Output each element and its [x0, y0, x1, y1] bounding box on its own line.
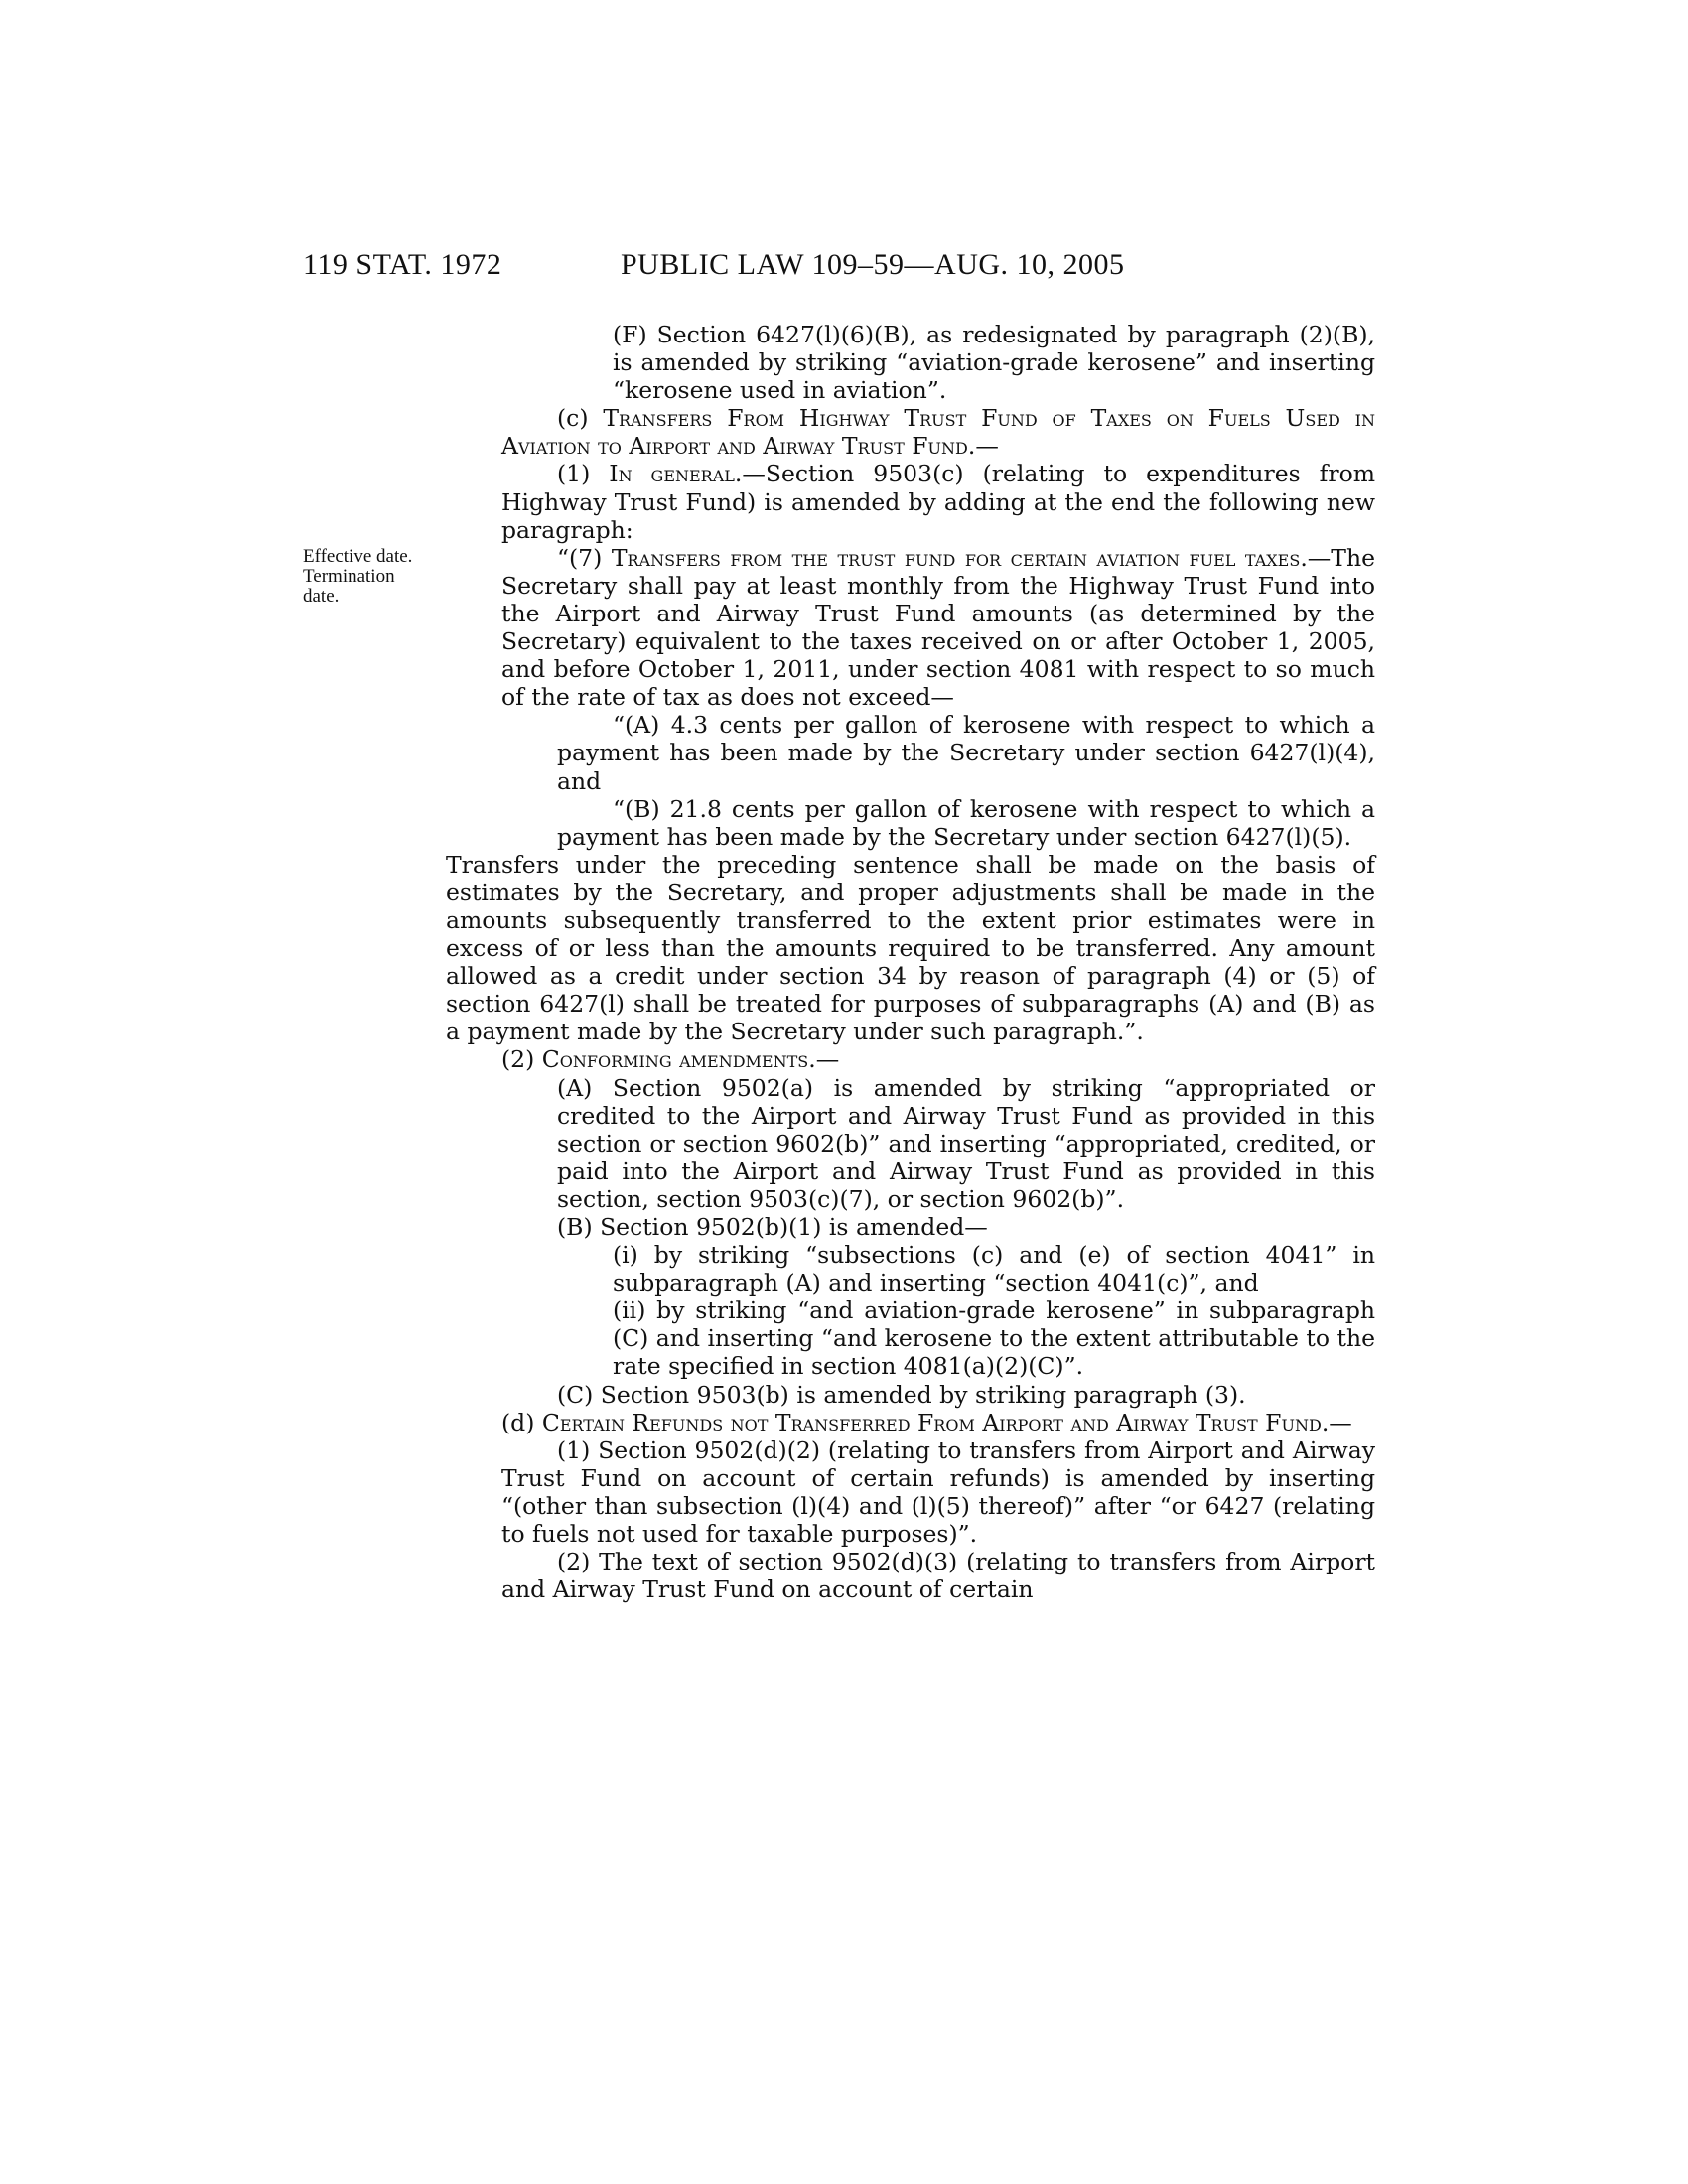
label: (2): [501, 1045, 542, 1074]
heading-tail: .—: [808, 1045, 840, 1074]
paragraph-text: (2) The text of section 9502(d)(3) (relating to transfers from Airport and Airway Trust Fund on account of certain: [501, 1548, 1375, 1604]
paragraph-text: “(A) 4.3 cents per gallon of kerosene with respect to which a payment has been made by the Secretary under section 6427(l)(4), and: [557, 711, 1375, 795]
paragraph-text: (F) Section 6427(l)(6)(B), as redesignated by paragraph (2)(B), is amended by striking “aviation-grade kerosene” and inserting “kerosene used in aviation”.: [613, 321, 1375, 405]
heading: In general: [609, 460, 735, 488]
margin-note-line: date.: [303, 586, 340, 607]
paragraph-1: [446, 460, 1375, 543]
margin-note-line: Effective date.: [303, 546, 413, 567]
running-head: PUBLIC LAW 109–59—AUG. 10, 2005: [621, 248, 1125, 281]
paragraph-text: .—The Secretary shall pay at least monthly from the Highway Trust Fund into the Airport and Airway Trust Fund amounts (as determined by the Secretary) equivalent to the taxes received on or after October 1, 2005, and before October 1, 2011, under section 4081 with respect to so much of the rate of tax as does not exceed—: [501, 543, 1376, 712]
page-citation: 119 STAT. 1972: [303, 248, 502, 281]
margin-note: [303, 547, 437, 607]
subparagraph-2a: [501, 1074, 1375, 1213]
subparagraph-2c: [501, 1381, 1375, 1409]
paragraph-text: (i) by striking “subsections (c) and (e) of section 4041” in subparagraph (A) and inserting “section 4041(c)”, and: [613, 1241, 1375, 1297]
label: (1): [557, 460, 610, 488]
paragraph-text: (B) Section 9502(b)(1) is amended—: [557, 1213, 988, 1241]
label: (c): [557, 404, 604, 433]
paragraph-text: (C) Section 9503(b) is amended by striking paragraph (3).: [557, 1380, 1246, 1409]
subparagraph-a: [501, 711, 1375, 794]
subsection-d-heading: [446, 1409, 1375, 1436]
paragraph-text: (1) Section 9502(d)(2) (relating to transfers from Airport and Airway Trust Fund on account of certain refunds) is amended by inserting “(other than subsection (l)(4) and (l)(5) thereof)” after “or 6427 (relating to fuels not used for taxable purposes)”.: [501, 1435, 1375, 1549]
clause-i: [501, 1241, 1375, 1297]
subparagraph-b: [501, 795, 1375, 851]
heading-tail: .—: [1321, 1408, 1352, 1436]
heading: Transfers from the trust fund for certain aviation fuel taxes: [611, 543, 1301, 572]
label: (d): [501, 1408, 542, 1436]
paragraph-f: [557, 321, 1375, 404]
paragraph-text: (ii) by striking “and aviation-grade kerosene” in subparagraph (C) and inserting “and kerosene to the extent attributable to the rate specified in section 4081(a)(2)(C)”.: [613, 1297, 1375, 1381]
subparagraph-2b: [501, 1213, 1375, 1241]
paragraph-d2: [501, 1548, 1375, 1603]
statute-body: [446, 321, 1376, 1604]
margin-note-line: Termination: [303, 566, 395, 587]
label: “(7): [557, 543, 612, 572]
heading-tail: .—: [967, 432, 999, 461]
heading: Certain Refunds not Transferred From Airport and Airway Trust Fund: [541, 1408, 1322, 1436]
flush-text: [446, 851, 1375, 1046]
paragraph-text: Transfers under the preceding sentence shall be made on the basis of estimates by the Secretary, and proper adjustments shall be made in the amounts subsequently transferred to the extent prior estimates were in excess of or less than the amounts required to be transferred. Any amount allowed as a credit under section 34 by reason of paragraph (4) or (5) of section 6427(l) shall be treated for purposes of subparagraphs (A) and (B) as a payment made by the Secretary under such paragraph.”.: [446, 850, 1375, 1046]
clause-ii: [501, 1297, 1375, 1380]
paragraph-text: .—Section 9503(c) (relating to expenditures from Highway Trust Fund) is amended by adding at the end the following new paragraph:: [501, 460, 1376, 544]
heading: Conforming amendments: [541, 1045, 809, 1074]
heading: Transfers From Highway Trust Fund of Taxes on Fuels Used in Aviation to Airport and Airway Trust Fund: [501, 404, 1375, 461]
paragraph-text: “(B) 21.8 cents per gallon of kerosene with respect to which a payment has been made by the Secretary under section 6427(l)(5).: [557, 794, 1375, 851]
subsection-c-heading: [501, 404, 1375, 460]
paragraph-text: (A) Section 9502(a) is amended by striking “appropriated or credited to the Airport and Airway Trust Fund as provided in this section or section 9602(b)” and inserting “appropriated, credited, or paid into the Airport and Airway Trust Fund as provided in this section, section 9503(c)(7), or section 9602(b)”.: [557, 1073, 1375, 1213]
paragraph-2-heading: [501, 1045, 1375, 1073]
paragraph-d1: [501, 1436, 1375, 1548]
paragraph-7: [446, 544, 1375, 712]
